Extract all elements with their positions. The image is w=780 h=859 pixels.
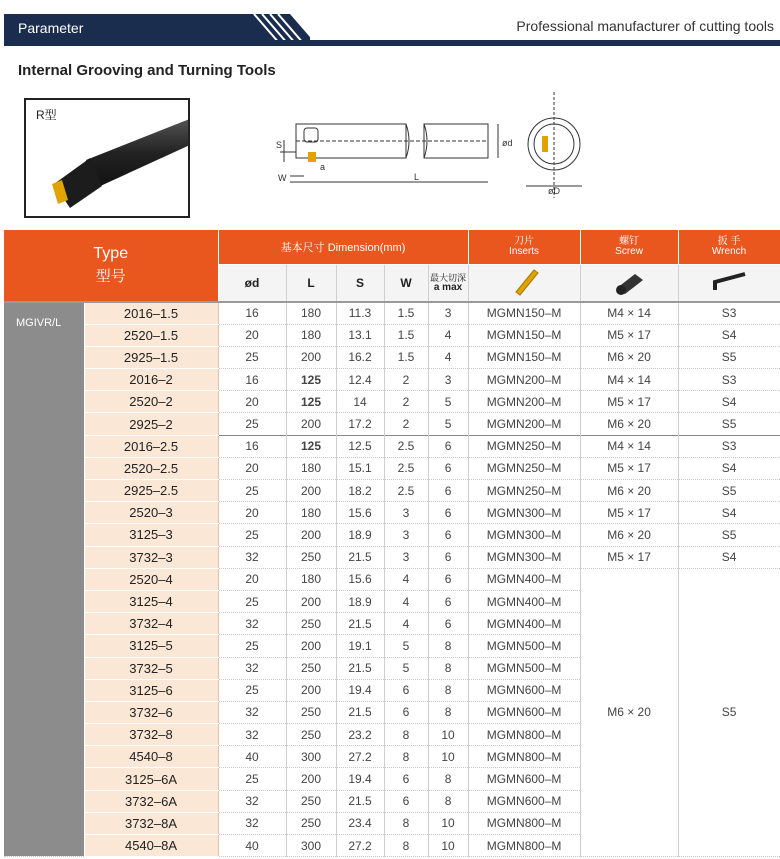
screw-cell: M6 × 20 xyxy=(580,413,678,435)
wrench-cell: S5 xyxy=(678,480,780,502)
l-cell: 200 xyxy=(286,413,336,435)
insert-cell: MGMN600–M xyxy=(468,768,580,790)
w-cell: 2 xyxy=(384,391,428,413)
d-cell: 25 xyxy=(218,346,286,368)
w-cell: 2.5 xyxy=(384,457,428,479)
spec-table-body xyxy=(4,302,780,857)
l-cell: 180 xyxy=(286,302,336,324)
d-cell: 32 xyxy=(218,812,286,834)
w-cell: 8 xyxy=(384,835,428,857)
amax-cell: 6 xyxy=(428,546,468,568)
l-cell: 250 xyxy=(286,701,336,723)
screw-cell: M6 × 20 xyxy=(580,346,678,368)
l-cell: 180 xyxy=(286,457,336,479)
wrench-cell: S4 xyxy=(678,391,780,413)
d-cell: 25 xyxy=(218,590,286,612)
insert-cell: MGMN800–M xyxy=(468,746,580,768)
dim-D-label: øD xyxy=(548,186,560,196)
l-cell: 200 xyxy=(286,480,336,502)
l-cell: 125 xyxy=(286,391,336,413)
insert-cell: MGMN800–M xyxy=(468,724,580,746)
dimension-header: 基本尺寸 Dimension(mm) xyxy=(218,230,468,264)
l-cell: 200 xyxy=(286,768,336,790)
s-cell: 19.4 xyxy=(336,679,384,701)
product-photo xyxy=(24,98,190,218)
d-cell: 20 xyxy=(218,457,286,479)
w-cell: 2.5 xyxy=(384,435,428,457)
d-cell: 32 xyxy=(218,724,286,746)
w-cell: 5 xyxy=(384,635,428,657)
wrench-cell: S4 xyxy=(678,502,780,524)
insert-cell: MGMN600–M xyxy=(468,790,580,812)
l-cell: 125 xyxy=(286,369,336,391)
col-s: S xyxy=(336,264,384,302)
d-cell: 20 xyxy=(218,568,286,590)
w-cell: 4 xyxy=(384,568,428,590)
w-cell: 1.5 xyxy=(384,302,428,324)
model-cell: 3732–6A xyxy=(84,790,218,812)
technical-drawing xyxy=(270,82,590,202)
inserts-header: 刀片 Inserts xyxy=(468,230,580,264)
amax-cell: 4 xyxy=(428,324,468,346)
merged-screw-cell: M6 × 20 xyxy=(580,568,678,856)
screw-cell: M4 × 14 xyxy=(580,369,678,391)
screw-cell: M5 × 17 xyxy=(580,457,678,479)
model-cell: 2925–1.5 xyxy=(84,346,218,368)
wrench-cell: S4 xyxy=(678,457,780,479)
amax-cell: 8 xyxy=(428,657,468,679)
dim-d-label: ød xyxy=(502,138,513,148)
insert-cell: MGMN150–M xyxy=(468,346,580,368)
l-cell: 300 xyxy=(286,835,336,857)
l-cell: 250 xyxy=(286,546,336,568)
insert-cell: MGMN600–M xyxy=(468,679,580,701)
amax-cell: 6 xyxy=(428,613,468,635)
insert-cell: MGMN300–M xyxy=(468,524,580,546)
d-cell: 32 xyxy=(218,613,286,635)
w-cell: 2 xyxy=(384,369,428,391)
w-cell: 1.5 xyxy=(384,324,428,346)
s-cell: 17.2 xyxy=(336,413,384,435)
amax-cell: 6 xyxy=(428,590,468,612)
amax-cell: 8 xyxy=(428,679,468,701)
merged-wrench-cell: S5 xyxy=(678,568,780,856)
section-tab: Parameter xyxy=(4,14,308,44)
model-cell: 3732–8 xyxy=(84,724,218,746)
table-row xyxy=(4,391,780,413)
table-row xyxy=(4,369,780,391)
w-cell: 4 xyxy=(384,590,428,612)
s-cell: 21.5 xyxy=(336,546,384,568)
s-cell: 23.4 xyxy=(336,812,384,834)
s-cell: 21.5 xyxy=(336,701,384,723)
insert-cell: MGMN250–M xyxy=(468,457,580,479)
wrench-cell: S4 xyxy=(678,546,780,568)
insert-cell: MGMN150–M xyxy=(468,324,580,346)
insert-cell: MGMN250–M xyxy=(468,480,580,502)
amax-cell: 6 xyxy=(428,457,468,479)
table-row xyxy=(4,346,780,368)
w-cell: 4 xyxy=(384,613,428,635)
s-cell: 19.4 xyxy=(336,768,384,790)
l-cell: 180 xyxy=(286,502,336,524)
col-l: L xyxy=(286,264,336,302)
col-amax: 最大切深 a max xyxy=(428,264,468,302)
amax-cell: 5 xyxy=(428,391,468,413)
d-cell: 16 xyxy=(218,302,286,324)
d-cell: 16 xyxy=(218,435,286,457)
s-cell: 13.1 xyxy=(336,324,384,346)
wrench-icon-cell xyxy=(678,264,780,302)
amax-cell: 8 xyxy=(428,768,468,790)
l-cell: 250 xyxy=(286,613,336,635)
model-cell: 2016–2 xyxy=(84,369,218,391)
d-cell: 32 xyxy=(218,657,286,679)
screw-header: 螺钉 Screw xyxy=(580,230,678,264)
amax-cell: 4 xyxy=(428,346,468,368)
d-cell: 16 xyxy=(218,369,286,391)
l-cell: 300 xyxy=(286,746,336,768)
amax-cell: 6 xyxy=(428,480,468,502)
amax-cell: 3 xyxy=(428,369,468,391)
wrench-cell: S3 xyxy=(678,435,780,457)
insert-cell: MGMN250–M xyxy=(468,435,580,457)
model-cell: 3732–5 xyxy=(84,657,218,679)
d-cell: 32 xyxy=(218,546,286,568)
header-tagline: Professional manufacturer of cutting tools xyxy=(516,18,774,34)
model-cell: 2520–4 xyxy=(84,568,218,590)
amax-cell: 6 xyxy=(428,568,468,590)
s-cell: 18.9 xyxy=(336,524,384,546)
d-cell: 25 xyxy=(218,480,286,502)
insert-cell: MGMN800–M xyxy=(468,812,580,834)
table-row xyxy=(4,568,780,590)
model-cell: 3732–3 xyxy=(84,546,218,568)
model-cell: 2520–2.5 xyxy=(84,457,218,479)
d-cell: 20 xyxy=(218,324,286,346)
model-cell: 2520–2 xyxy=(84,391,218,413)
amax-cell: 6 xyxy=(428,435,468,457)
s-cell: 21.5 xyxy=(336,657,384,679)
l-cell: 250 xyxy=(286,790,336,812)
s-cell: 21.5 xyxy=(336,613,384,635)
d-cell: 40 xyxy=(218,835,286,857)
w-cell: 2.5 xyxy=(384,480,428,502)
s-cell: 21.5 xyxy=(336,790,384,812)
model-cell: 3732–4 xyxy=(84,613,218,635)
w-cell: 3 xyxy=(384,524,428,546)
s-cell: 23.2 xyxy=(336,724,384,746)
l-cell: 250 xyxy=(286,724,336,746)
model-cell: 3732–8A xyxy=(84,812,218,834)
w-cell: 8 xyxy=(384,724,428,746)
w-cell: 1.5 xyxy=(384,346,428,368)
table-row xyxy=(4,524,780,546)
w-cell: 8 xyxy=(384,812,428,834)
model-cell: 3125–6 xyxy=(84,679,218,701)
d-cell: 25 xyxy=(218,524,286,546)
insert-cell: MGMN400–M xyxy=(468,568,580,590)
insert-icon xyxy=(504,266,544,296)
spec-table xyxy=(4,230,780,857)
dim-l-label: L xyxy=(414,172,420,182)
w-cell: 6 xyxy=(384,701,428,723)
amax-cell: 10 xyxy=(428,835,468,857)
model-cell: 3732–6 xyxy=(84,701,218,723)
wrench-cell: S5 xyxy=(678,413,780,435)
insert-cell: MGMN200–M xyxy=(468,413,580,435)
l-cell: 180 xyxy=(286,324,336,346)
model-cell: 3125–6A xyxy=(84,768,218,790)
model-cell: 2016–2.5 xyxy=(84,435,218,457)
s-cell: 12.5 xyxy=(336,435,384,457)
d-cell: 20 xyxy=(218,391,286,413)
model-cell: 3125–3 xyxy=(84,524,218,546)
model-cell: 2520–1.5 xyxy=(84,324,218,346)
l-cell: 200 xyxy=(286,635,336,657)
l-cell: 200 xyxy=(286,590,336,612)
d-cell: 25 xyxy=(218,679,286,701)
model-cell: 3125–4 xyxy=(84,590,218,612)
insert-cell: MGMN200–M xyxy=(468,369,580,391)
screw-cell: M6 × 20 xyxy=(580,524,678,546)
d-cell: 40 xyxy=(218,746,286,768)
table-row xyxy=(4,413,780,435)
page-header xyxy=(0,0,780,48)
l-cell: 200 xyxy=(286,346,336,368)
l-cell: 200 xyxy=(286,524,336,546)
screw-cell: M5 × 17 xyxy=(580,502,678,524)
l-cell: 180 xyxy=(286,568,336,590)
d-cell: 20 xyxy=(218,502,286,524)
table-row xyxy=(4,324,780,346)
model-cell: 4540–8 xyxy=(84,746,218,768)
l-cell: 200 xyxy=(286,679,336,701)
d-cell: 25 xyxy=(218,768,286,790)
screw-icon xyxy=(609,266,649,296)
w-cell: 5 xyxy=(384,657,428,679)
wrench-cell: S3 xyxy=(678,302,780,324)
screw-cell: M4 × 14 xyxy=(580,302,678,324)
header-rule xyxy=(4,40,780,46)
wrench-cell: S3 xyxy=(678,369,780,391)
insert-icon-cell xyxy=(468,264,580,302)
screw-cell: M5 × 17 xyxy=(580,391,678,413)
page-title: Internal Grooving and Turning Tools xyxy=(18,62,276,79)
s-cell: 27.2 xyxy=(336,835,384,857)
table-row xyxy=(4,302,780,324)
insert-cell: MGMN300–M xyxy=(468,502,580,524)
amax-cell: 8 xyxy=(428,790,468,812)
s-cell: 15.1 xyxy=(336,457,384,479)
s-cell: 14 xyxy=(336,391,384,413)
screw-cell: M4 × 14 xyxy=(580,435,678,457)
model-cell: 2016–1.5 xyxy=(84,302,218,324)
model-cell: 4540–8A xyxy=(84,835,218,857)
wrench-icon xyxy=(707,266,751,296)
s-cell: 11.3 xyxy=(336,302,384,324)
w-cell: 3 xyxy=(384,502,428,524)
wrench-header: 扳 手 Wrench xyxy=(678,230,780,264)
table-row xyxy=(4,435,780,457)
w-cell: 3 xyxy=(384,546,428,568)
amax-cell: 10 xyxy=(428,812,468,834)
dim-a-label: a xyxy=(320,162,326,172)
l-cell: 125 xyxy=(286,435,336,457)
table-row xyxy=(4,502,780,524)
screw-cell: M6 × 20 xyxy=(580,480,678,502)
insert-cell: MGMN200–M xyxy=(468,391,580,413)
amax-cell: 10 xyxy=(428,724,468,746)
s-cell: 18.2 xyxy=(336,480,384,502)
type-header: Type 型号 xyxy=(4,230,218,302)
amax-cell: 3 xyxy=(428,302,468,324)
w-cell: 6 xyxy=(384,768,428,790)
model-cell: 3125–5 xyxy=(84,635,218,657)
insert-cell: MGMN600–M xyxy=(468,701,580,723)
insert-cell: MGMN150–M xyxy=(468,302,580,324)
amax-cell: 6 xyxy=(428,524,468,546)
s-cell: 19.1 xyxy=(336,635,384,657)
model-cell: 2925–2.5 xyxy=(84,480,218,502)
screw-cell: M5 × 17 xyxy=(580,546,678,568)
dim-w-label: W xyxy=(278,173,287,183)
series-name: MGIVR/L xyxy=(4,302,84,857)
w-cell: 6 xyxy=(384,790,428,812)
insert-cell: MGMN400–M xyxy=(468,590,580,612)
wrench-cell: S5 xyxy=(678,346,780,368)
wrench-cell: S4 xyxy=(678,324,780,346)
s-cell: 18.9 xyxy=(336,590,384,612)
dim-s-label: S xyxy=(276,140,283,150)
amax-cell: 8 xyxy=(428,701,468,723)
d-cell: 25 xyxy=(218,413,286,435)
s-cell: 15.6 xyxy=(336,568,384,590)
amax-cell: 6 xyxy=(428,502,468,524)
d-cell: 32 xyxy=(218,790,286,812)
s-cell: 15.6 xyxy=(336,502,384,524)
l-cell: 250 xyxy=(286,812,336,834)
model-cell: 2925–2 xyxy=(84,413,218,435)
photo-label: R型 xyxy=(36,108,57,122)
w-cell: 2 xyxy=(384,413,428,435)
s-cell: 12.4 xyxy=(336,369,384,391)
model-cell: 2520–3 xyxy=(84,502,218,524)
amax-cell: 5 xyxy=(428,413,468,435)
table-row xyxy=(4,480,780,502)
screw-cell: M5 × 17 xyxy=(580,324,678,346)
d-cell: 32 xyxy=(218,701,286,723)
table-row xyxy=(4,457,780,479)
d-cell: 25 xyxy=(218,635,286,657)
amax-cell: 8 xyxy=(428,635,468,657)
s-cell: 27.2 xyxy=(336,746,384,768)
w-cell: 8 xyxy=(384,746,428,768)
s-cell: 16.2 xyxy=(336,346,384,368)
insert-cell: MGMN500–M xyxy=(468,657,580,679)
screw-icon-cell xyxy=(580,264,678,302)
insert-cell: MGMN300–M xyxy=(468,546,580,568)
insert-cell: MGMN400–M xyxy=(468,613,580,635)
l-cell: 250 xyxy=(286,657,336,679)
col-w: W xyxy=(384,264,428,302)
w-cell: 6 xyxy=(384,679,428,701)
wrench-cell: S5 xyxy=(678,524,780,546)
insert-cell: MGMN500–M xyxy=(468,635,580,657)
amax-cell: 10 xyxy=(428,746,468,768)
col-d: ød xyxy=(218,264,286,302)
table-row xyxy=(4,546,780,568)
insert-cell: MGMN800–M xyxy=(468,835,580,857)
